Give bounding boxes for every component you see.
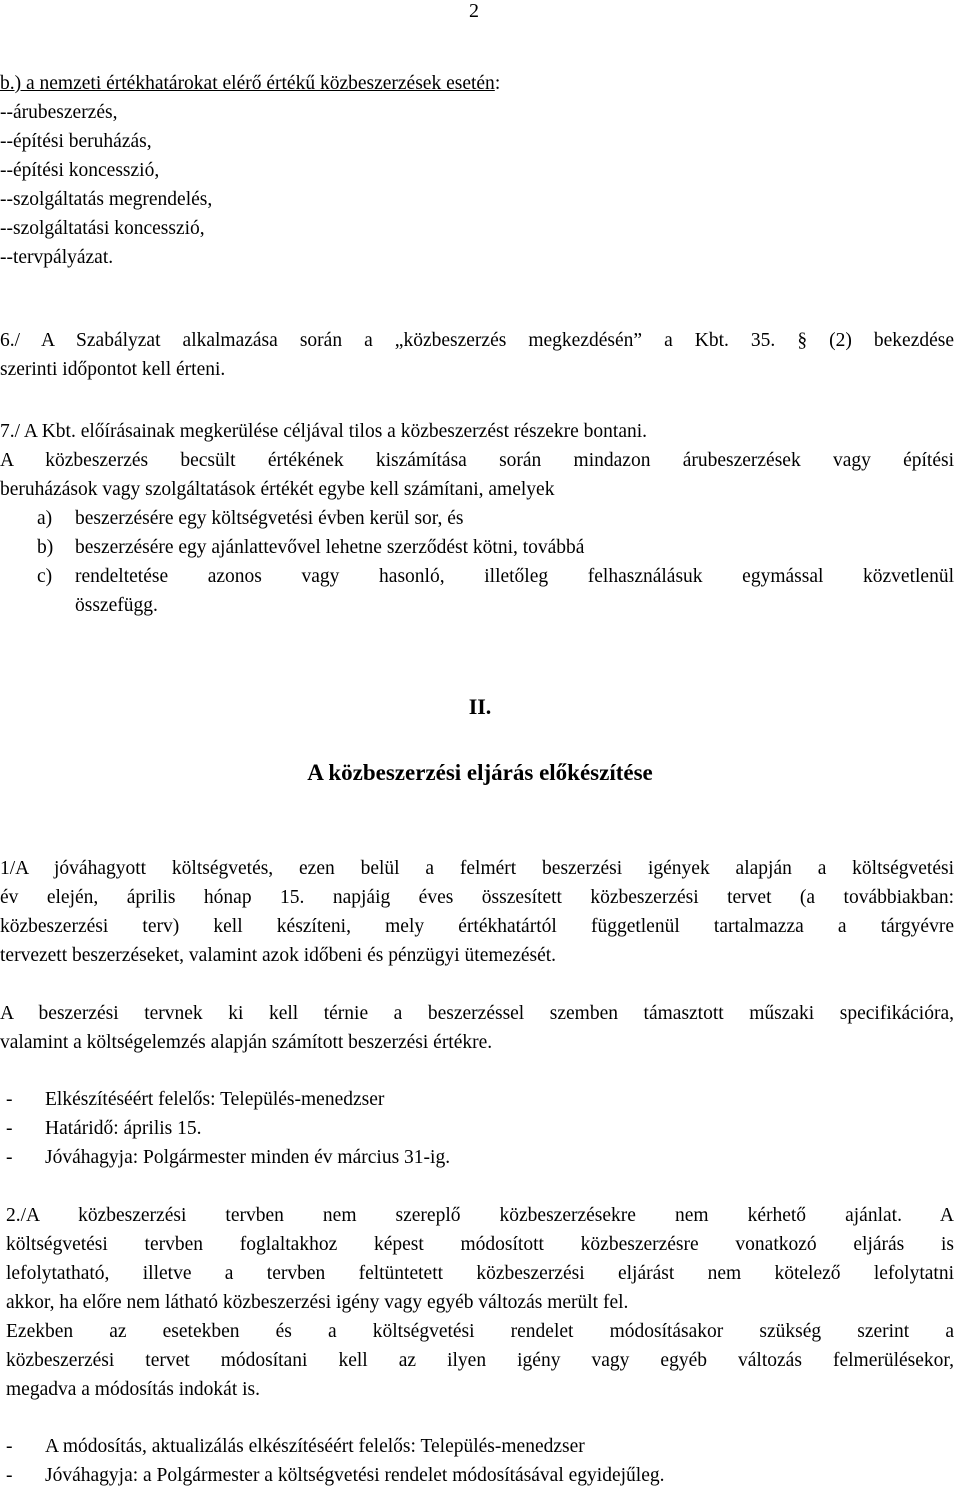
list-label: a) [37, 508, 53, 529]
list-dash: - [6, 1436, 13, 1457]
section-b-heading: b.) a nemzeti értékhatárokat elérő értékű közbeszerzések esetén: [0, 73, 501, 94]
para1-line: közbeszerzési terv) kell készíteni, mely értékhatártól függetlenül tartalmazza a tárgyévre [0, 916, 954, 937]
list-label: c) [37, 566, 53, 587]
plan-line: A beszerzési tervnek ki kell térnie a beszerzéssel szemben támasztott műszaki specifikációra, [0, 1003, 954, 1024]
para2-line: lefolytatható, illetve a tervben feltüntetett közbeszerzési eljárást nem kötelező lefolytatni [6, 1263, 954, 1284]
list-item: Jóváhagyja: a Polgármester a költségvetési rendelet módosításával egyidejűleg. [45, 1465, 665, 1486]
para1-line: 1/A jóváhagyott költségvetés, ezen belül a felmért beszerzési igények alapján a költségvetési [0, 858, 954, 879]
para6-line: 6./ A Szabályzat alkalmazása során a „közbeszerzés megkezdésén” a Kbt. 35. § (2) bekezdése [0, 330, 954, 351]
list-item: Elkészítéséért felelős: Település-menedzser [45, 1089, 385, 1110]
para2-line: 2./A közbeszerzési tervben nem szereplő közbeszerzésekre nem kérhető ajánlat. A [6, 1205, 954, 1226]
para6-line: szerinti időpontot kell érteni. [0, 359, 226, 380]
section-b-item: --építési beruházás, [0, 131, 152, 152]
para7-line: A közbeszerzés becsült értékének kiszámítása során mindazon árubeszerzések vagy építési [0, 450, 954, 471]
page-number: 2 [469, 0, 479, 22]
para2-line: közbeszerzési tervet módosítani kell az ilyen igény vagy egyéb változás felmerülésekor, [6, 1350, 954, 1371]
list-item: Jóváhagyja: Polgármester minden év március 31-ig. [45, 1147, 451, 1168]
list-item-cont: összefügg. [75, 595, 158, 616]
list-dash: - [6, 1147, 13, 1168]
chapter-title: A közbeszerzési eljárás előkészítése [307, 760, 653, 785]
section-b-item: --szolgáltatás megrendelés, [0, 189, 213, 210]
section-b-item: --tervpályázat. [0, 247, 114, 268]
para7-line: beruházások vagy szolgáltatások értékét egybe kell számítani, amelyek [0, 479, 555, 500]
section-b-item: --szolgáltatási koncesszió, [0, 218, 205, 239]
list-dash: - [6, 1465, 13, 1486]
section-b-item: --építési koncesszió, [0, 160, 160, 181]
para2-line: Ezekben az esetekben és a költségvetési rendelet módosításakor szükség szerint a [6, 1321, 954, 1342]
list-item: Határidő: április 15. [45, 1118, 202, 1139]
list-dash: - [6, 1118, 13, 1139]
chapter-number: II. [468, 694, 492, 719]
para7-line: 7./ A Kbt. előírásainak megkerülése céljával tilos a közbeszerzést részekre bontani. [0, 421, 648, 442]
list-item: A módosítás, aktualizálás elkészítéséért felelős: Település-menedzser [45, 1436, 585, 1457]
list-dash: - [6, 1089, 13, 1110]
list-item: rendeltetése azonos vagy hasonló, illetőleg felhasználásuk egymással közvetlenül [75, 566, 954, 587]
para1-line: tervezett beszerzéseket, valamint azok időbeni és pénzügyi ütemezését. [0, 945, 557, 966]
plan-line: valamint a költségelemzés alapján számított beszerzési értékre. [0, 1032, 493, 1053]
list-label: b) [37, 537, 54, 558]
para2-line: költségvetési tervben foglaltakhoz képest módosított közbeszerzésre vonatkozó eljárás is [6, 1234, 954, 1255]
list-item: beszerzésére egy költségvetési évben kerül sor, és [75, 508, 464, 529]
para1-line: év elején, április hónap 15. napjáig éves összesített közbeszerzési tervet (a továbbiakban: [0, 887, 954, 908]
list-item: beszerzésére egy ajánlattevővel lehetne szerződést kötni, továbbá [75, 537, 585, 558]
section-b-item: --árubeszerzés, [0, 102, 118, 123]
para2-line: akkor, ha előre nem látható közbeszerzési igény vagy egyéb változás merült fel. [6, 1292, 629, 1313]
para2-line: megadva a módosítás indokát is. [6, 1379, 260, 1400]
